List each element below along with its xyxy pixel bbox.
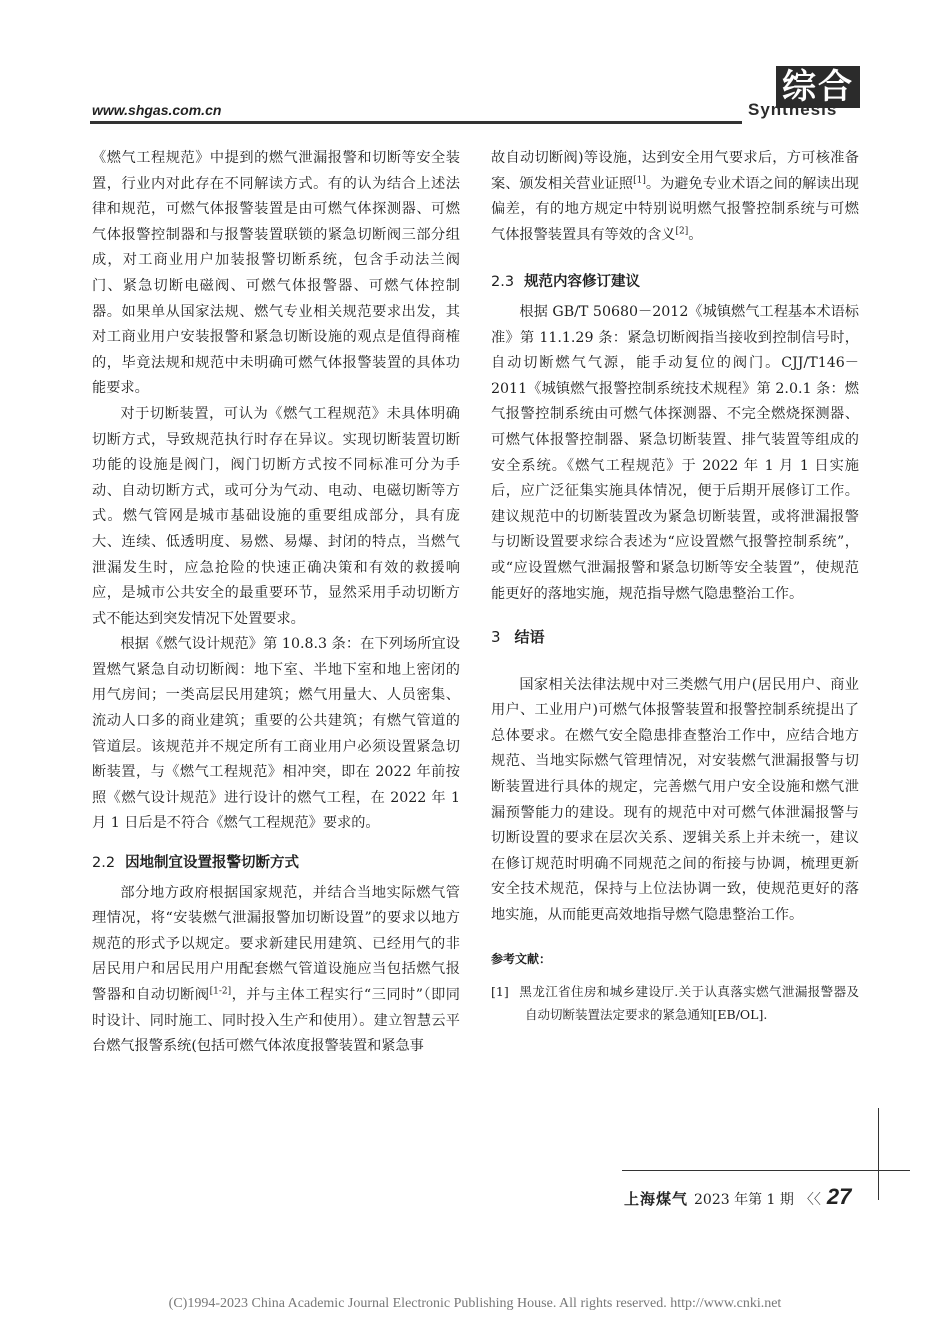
issue-label: 2023 年第 1 期 <box>694 1192 794 1208</box>
paragraph: 《燃气工程规范》中提到的燃气泄漏报警和切断等安全装置，行业内对此存在不同解读方式。有的认为结合上述法律和规范，可燃气体报警装置是由可燃气体探测器、可燃气体报警控制器和与报警装置联锁的紧急切断阀三部分组成，对工商业用户加装报警切断系统，包含手动法兰阀门、紧急切断电磁阀、可燃气体报警器、可燃气体控制器。如果单从国家法规、燃气专业相关规范要求出发，其对工商业用户安装报警和紧急切断设施的观点是值得商榷的，毕竟法规和规范中未明确可燃气体报警装置的具体功能要求。 <box>92 150 460 397</box>
paragraph: 根据 GB/T 50680－2012《城镇燃气工程基本术语标准》第 11.1.29 条：紧急切断阀指当接收到控制信号时，自动切断燃气气源，能手动复位的阀门。CJJ/T146－2011《城镇燃气报警控制系统技术规程》第 2.0.1 条：燃气报警控制系统由可燃气体探测器、不完全燃烧探测器、可燃气体报警控制器、紧急切断装置、排气装置等组成的安全系统。《燃气工程规范》于 2022 年 1 月 1 日实施后，应广泛征集实施具体情况，便于后期开展修订工作。建议规范中的切断装置改为紧急切断装置，或将泄漏报警与切断设置要求综合表述为“应设置燃气报警控制系统”，或“应设置燃气泄漏报警和紧急切断等安全装置”，使规范能更好的落地实施，规范指导燃气隐患整治工作。 <box>491 303 859 602</box>
footer-divider-horizontal <box>622 1170 910 1171</box>
section-title: 规范内容修订建议 <box>524 274 641 291</box>
reference-text: 黑龙江省住房和城乡建设厅.关于认真落实燃气泄漏报警器及自动切断装置法定要求的紧急通知[EB/OL]. <box>519 984 859 1023</box>
copyright-notice: (C)1994-2023 China Academic Journal Electronic Publishing House. All rights reserved. http://www.cnki.net <box>168 1296 782 1311</box>
section-heading-2-2 <box>92 851 460 877</box>
paragraph: 对于切断装置，可认为《燃气工程规范》未具体明确切断方式，导致规范执行时存在异议。实现切断装置切断功能的设施是阀门，阀门切断方式按不同标准可分为手动、自动切断方式，或可分为气动、电动、电磁切断等方式。燃气管网是城市基础设施的重要组成部分，具有庞大、连续、低透明度、易燃、易爆、封闭的特点，当燃气泄漏发生时，应急抢险的快速正确决策和有效的救援响应，是城市公共安全的最重要环节，显然采用手动切断方式不能达到突发情况下处置要求。 <box>92 405 460 627</box>
section-label-en: Synthesis <box>748 100 838 119</box>
journal-website[interactable]: www.shgas.com.cn <box>92 102 222 118</box>
page-arrows-icon: 〈〈 <box>799 1192 821 1208</box>
citation: [1] <box>633 174 646 185</box>
reference-number: [1] <box>491 984 509 1000</box>
section-number: 3 <box>491 628 501 647</box>
reference-item <box>491 980 859 1026</box>
left-column <box>92 146 460 1060</box>
section-title: 因地制宜设置报警切断方式 <box>125 855 300 872</box>
section-number: 2.2 <box>92 855 116 872</box>
footer-divider-vertical <box>878 1108 879 1200</box>
paragraph: 故自动切断阀)等设施，达到安全用气要求后，方可核准备案、颁发相关营业证照[1]。为避免专业术语之间的解读出现偏差，有的地方规定中特别说明燃气报警控制系统与可燃气体报警装置具有等效的含义[2]。 <box>491 150 859 243</box>
paragraph: 部分地方政府根据国家规范，并结合当地实际燃气管理情况，将“安装燃气泄漏报警加切断设置”的要求以地方规范的形式予以规定。要求新建民用建筑、已经用气的非居民用户和居民用户用配套燃气管道设施应当包括燃气报警器和自动切断阀[1-2]，并与主体工程实行“三同时”（即同时设计、同时施工、同时投入生产和使用）。建立智慧云平台燃气报警系统(包括可燃气体浓度报警装置和紧急事 <box>92 884 460 1055</box>
citation: [1-2] <box>209 986 232 997</box>
page-footer <box>624 1184 851 1210</box>
section-label-cn: 综合 <box>776 66 860 108</box>
journal-name: 上海煤气 <box>624 1190 689 1208</box>
section-heading-2-3 <box>491 270 859 296</box>
section-heading-3 <box>491 625 859 651</box>
page-number: 27 <box>826 1184 852 1209</box>
section-number: 2.3 <box>491 274 515 291</box>
references-heading: 参考文献： <box>491 951 552 966</box>
header-rule <box>90 121 742 124</box>
citation: [2] <box>675 226 689 237</box>
paragraph: 国家相关法律法规中对三类燃气用户(居民用户、商业用户、工业用户)可燃气体报警装置和报警控制系统提出了总体要求。在燃气安全隐患排查整治工作中，应结合地方规范、当地实际燃气管理情况，对安装燃气泄漏报警与切断装置进行具体的规定，完善燃气用户安全设施和燃气泄漏预警能力的建设。现有的规范中对可燃气体泄漏报警与切断设置的要求在层次关系、逻辑关系上并未统一，建议在修订规范时明确不同规范之间的衔接与协调，梳理更新安全技术规范，保持与上位法协调一致，使规范更好的落地实施，从而能更高效地指导燃气隐患整治工作。 <box>491 676 859 924</box>
paragraph: 根据《燃气设计规范》第 10.8.3 条：在下列场所宜设置燃气紧急自动切断阀：地下室、半地下室和地上密闭的用气房间；一类高层民用建筑；燃气用量大、人员密集、流动人口多的商业建筑；重要的公共建筑；有燃气管道的管道层。该规范并不规定所有工商业用户必须设置紧急切断装置，与《燃气工程规范》相冲突，即在 2022 年前按照《燃气设计规范》进行设计的燃气工程，在 2022 年 1 月 1 日后是不符合《燃气工程规范》要求的。 <box>92 636 460 832</box>
right-column <box>491 146 859 1026</box>
section-title: 结语 <box>514 628 545 647</box>
